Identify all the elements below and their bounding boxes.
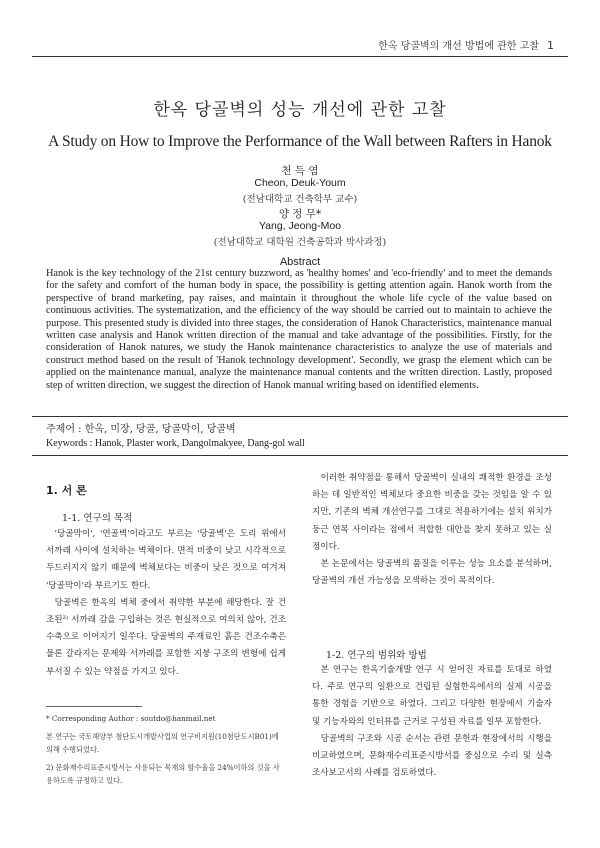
author-2-name-en: Yang, Jeong-Moo bbox=[258, 220, 342, 232]
keywords-korean: 주제어 : 한옥, 미장, 당골, 당골막이, 당골벽 bbox=[46, 424, 236, 435]
right-column-body-bottom bbox=[312, 662, 552, 782]
paragraph: '당골막이', '연골벽'이라고도 부르는 '당골벽'은 도리 위에서 서까래 사이에 설치하는 벽체이다. 면적 비중이 낮고 시각적으로 두드러지지 않기 때문에 벽체보다는 비중이 낮은 것으로 여겨져 '당골막이'라 부르기도 한다. bbox=[46, 529, 286, 591]
paragraph: 당골벽의 구조와 시공 순서는 관련 문헌과 현장에서의 시행을 비교하였으며, 문화재수리표준시방서를 중심으로 수리 및 실측조사보고서의 사례를 검토하였다. bbox=[312, 733, 552, 779]
footnote-rule bbox=[46, 706, 142, 707]
author-1-name-en: Cheon, Deuk-Youm bbox=[254, 177, 346, 189]
paragraph: 본 논문에서는 당골벽의 품질을 이루는 성능 요소를 분석하며, 당골벽의 개선 가능성을 모색하는 것이 목적이다. bbox=[312, 559, 552, 587]
keywords-rule bbox=[32, 455, 568, 456]
author-2-name-ko: 양 정 무* bbox=[278, 208, 322, 220]
section-introduction-title: 1. 서 론 bbox=[46, 484, 87, 497]
running-header bbox=[378, 37, 554, 52]
title-english: A Study on How to Improve the Performance of the Wall between Rafters in Hanok bbox=[48, 133, 552, 150]
right-column-body-top bbox=[312, 470, 552, 590]
abstract-rule bbox=[32, 416, 568, 417]
paragraph: 당골벽은 한옥의 벽체 중에서 취약한 부분에 해당한다. 잘 건조된²⁾ 서까래 감을 구입하는 것은 현실적으로 여의치 않아, 건조수축으로 이어지기 일쑤다. 당골벽의 주재료인 흙은 건조수축은 물론 갈라지는 문제와 서까래를 포함한 지붕 구조의 변형에 쉽게 부서질 수 있는 약점을 가지고 있다. bbox=[46, 597, 286, 677]
keywords-english: Keywords : Hanok, Plaster work, Dangolmakyee, Dang-gol wall bbox=[46, 438, 305, 449]
author-1-affiliation: (전남대학교 건축학부 교수) bbox=[242, 194, 358, 205]
paragraph: 이러한 취약점을 통해서 당골벽이 실내의 쾌적한 환경을 조성하는 데 일반적인 벽체보다 중요한 비중을 갖는 것임을 알 수 있지만, 기존의 벽체 개선연구를 그대로 적용하기에는 설치 위치가 둥근 연목 사이라는 점에서 적합한 대안을 찾지 못하고 있는 실정이다. bbox=[312, 473, 552, 552]
paragraph: 본 연구는 한옥기술개발 연구 시 얻어진 자료를 토대로 하였다. 주로 연구의 일환으로 건립된 실험한옥에서의 실제 시공을 통한 경험을 기반으로 하였다. 그리고 다양한 현장에서 기술자 및 기능자와의 인터뷰를 근거로 구성된 자료를 일부 포함한다. bbox=[312, 665, 552, 727]
abstract-heading: Abstract bbox=[279, 256, 321, 268]
subsection-scope-title: 1-2. 연구의 범위와 방법 bbox=[326, 650, 427, 661]
header-rule bbox=[32, 56, 568, 57]
footnote-funding: 본 연구는 국토해양부 첨단도시개발사업의 연구비지원(10첨단도시B01)에 의해 수행되었다. bbox=[46, 732, 279, 754]
author-2-affiliation: (전남대학교 대학원 건축공학과 박사과정) bbox=[213, 237, 387, 248]
subsection-purpose-title: 1-1. 연구의 목적 bbox=[62, 513, 133, 524]
left-column-body bbox=[46, 526, 286, 681]
author-1-name-ko: 천 득 염 bbox=[281, 165, 319, 177]
page-number: 1 bbox=[547, 39, 554, 52]
title-korean: 한옥 당골벽의 성능 개선에 관한 고찰 bbox=[153, 100, 447, 120]
abstract-text: Hanok is the key technology of the 21st century buzzword, as 'healthy homes' and 'eco-friendly' and to meet the demands for the safety and comfort of the human body in space, the possibility is getting attention again. Hanok worth from the perspective of brand marketing, pay raises, and maintain it throughout the whole life cycle of the value based on continuous activities. The systematization, and the efficiency of the way should be carried out to maintain to achieve the purpose. This presented study is divided into three stages, the consideration of Hanok Characteristics, maintenance manual written case analysis and Hanok written direction of the manual and take advantage of the possibilities. Firstly, for the consideration of Hanok natures, we study the Hanok maintenance characteristics to analyze the use of materials and construct method based on the result of 'Hanok technology development'. Secondly, we grasp the element which can be applied on the maintenance manual, analyze the maintenance manual contents and the written direction. Lastly, proposed step of written direction, we suggest the direction of Hanok manual writing based on identified elements. bbox=[46, 268, 552, 391]
running-title: 한옥 당골벽의 개선 방법에 관한 고찰 bbox=[378, 41, 539, 52]
footnote-2: 2) 문화재수리표준시방서는 사용되는 목재의 함수율을 24%이하의 것을 사용하도록 규정하고 있다. bbox=[46, 763, 280, 785]
footnote-corresponding-author: * Corresponding Author : soutdo@hanmail.net bbox=[46, 714, 216, 723]
footnotes bbox=[46, 712, 286, 792]
